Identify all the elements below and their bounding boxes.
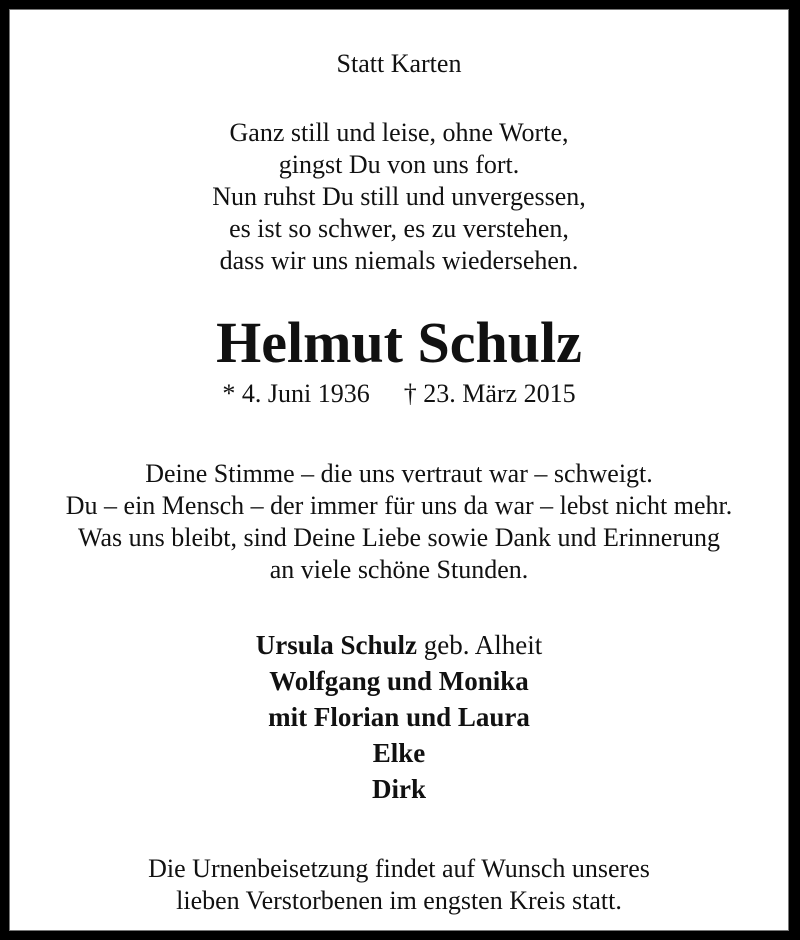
tribute-text xyxy=(10,458,788,586)
obituary-notice xyxy=(9,9,789,931)
poem-line: Ganz still und leise, ohne Worte, xyxy=(229,118,569,147)
poem-line: es ist so schwer, es zu verstehen, xyxy=(229,214,569,243)
notice-heading: Statt Karten xyxy=(336,49,462,78)
deceased-name: Helmut Schulz xyxy=(216,310,582,375)
life-dates xyxy=(10,378,788,410)
death-date: † 23. März 2015 xyxy=(403,379,576,408)
tribute-line: Deine Stimme – die uns vertraut war – schweigt. xyxy=(145,459,653,488)
mourner-line: Elke xyxy=(372,738,426,768)
widow-maiden-name: geb. Alheit xyxy=(423,630,543,660)
mourner-line: Wolfgang und Monika xyxy=(269,666,529,696)
burial-note xyxy=(10,853,788,917)
birth-date: * 4. Juni 1936 xyxy=(222,379,370,408)
widow-name: Ursula Schulz xyxy=(255,630,418,660)
note-line: Die Urnenbeisetzung findet auf Wunsch unseres xyxy=(148,854,650,883)
tribute-line: an viele schöne Stunden. xyxy=(269,555,529,584)
tribute-line: Du – ein Mensch – der immer für uns da war – lebst nicht mehr. xyxy=(65,491,733,520)
note-line: lieben Verstorbenen im engsten Kreis statt. xyxy=(176,886,622,915)
mourner-line: Dirk xyxy=(372,774,426,804)
poem-line: gingst Du von uns fort. xyxy=(278,150,520,179)
poem-line: dass wir uns niemals wiedersehen. xyxy=(219,246,579,275)
widow-line xyxy=(10,627,788,663)
poem xyxy=(10,117,788,277)
tribute-line: Was uns bleibt, sind Deine Liebe sowie Dank und Erinnerung xyxy=(78,523,720,552)
mourners xyxy=(10,627,788,807)
mourner-line: mit Florian und Laura xyxy=(268,702,530,732)
poem-line: Nun ruhst Du still und unvergessen, xyxy=(212,182,586,211)
